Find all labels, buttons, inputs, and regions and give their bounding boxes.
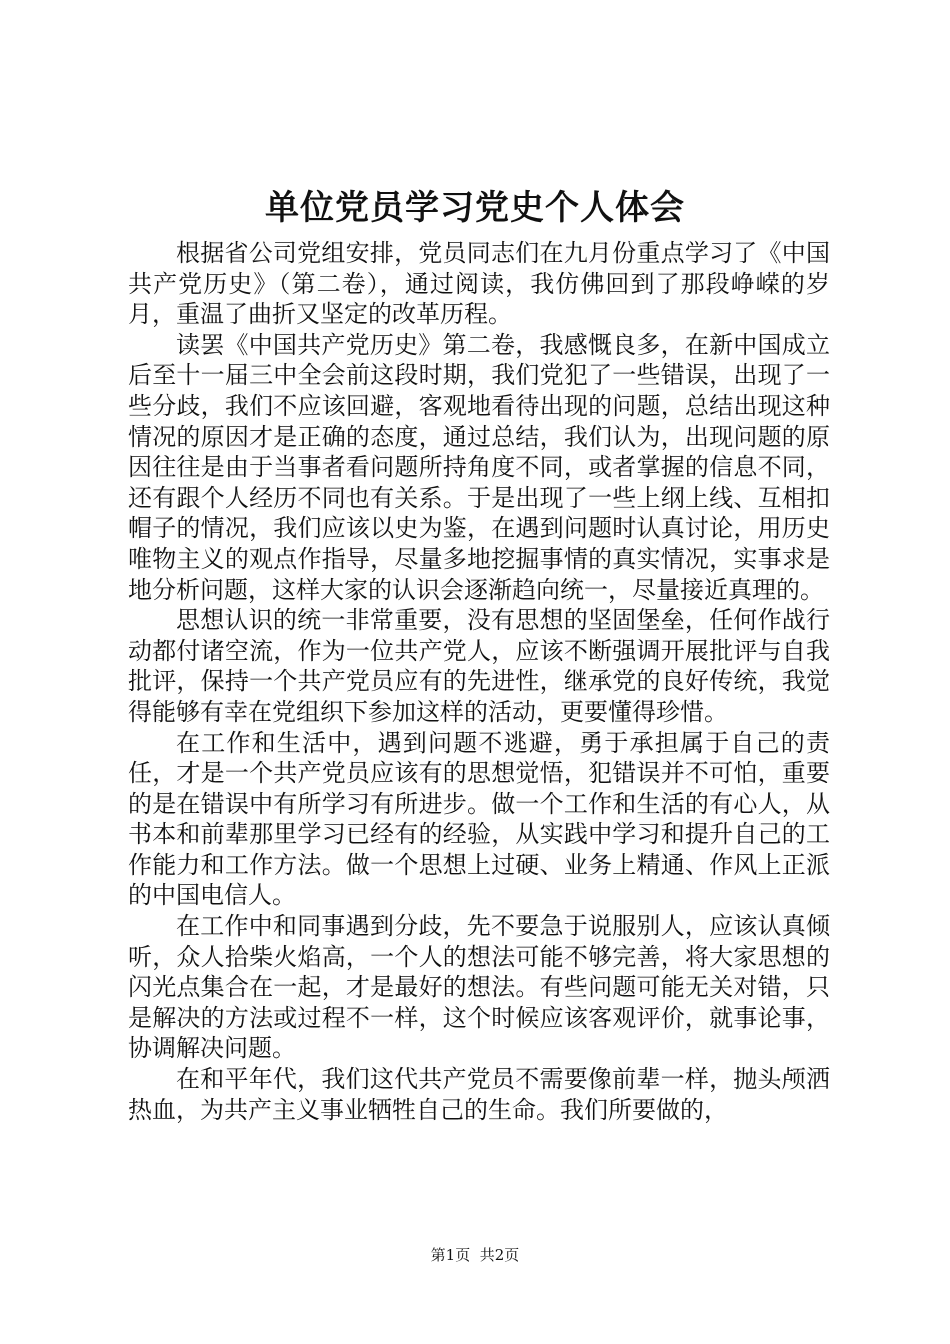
paragraph: 根据省公司党组安排，党员同志们在九月份重点学习了《中国共产党历史》（第二卷），通过阅读，我仿佛回到了那段峥嵘的岁月，重温了曲折又坚定的改革历程。 (128, 239, 830, 329)
paragraph: 读罢《中国共产党历史》第二卷，我感慨良多，在新中国成立后至十一届三中全会前这段时期，我们党犯了一些错误，出现了一些分歧，我们不应该回避，客观地看待出现的问题，总结出现这种情况的原因才是正确的态度，通过总结，我们认为，出现问题的原因往往是由于当事者看问题所持角度不同，或者掌握的信息不同，还有跟个人经历不同也有关系。于是出现了一些上纲上线、互相扣帽子的情况，我们应该以史为鉴，在遇到问题时认真讨论，用历史唯物主义的观点作指导，尽量多地挖掘事情的真实情况，实事求是地分析问题，这样大家的认识会逐渐趋向统一，尽量接近真理的。 (128, 330, 830, 604)
footer-spacer (470, 1246, 480, 1264)
page-number-total: 共2页 (479, 1246, 520, 1264)
paragraph: 在工作中和同事遇到分歧，先不要急于说服别人，应该认真倾听，众人拾柴火焰高，一个人的想法可能不够完善，将大家思想的闪光点集合在一起，才是最好的想法。有些问题可能无关对错，只是解决的方法或过程不一样，这个时候应该客观评价，就事论事，协调解决问题。 (128, 912, 830, 1063)
paragraph: 在和平年代，我们这代共产党员不需要像前辈一样，抛头颅洒热血，为共产主义事业牺牲自己的生命。我们所要做的， (128, 1065, 830, 1124)
paragraph: 思想认识的统一非常重要，没有思想的坚固堡垒，任何作战行动都付诸空流，作为一位共产党人，应该不断强调开展批评与自我批评，保持一个共产党员应有的先进性，继承党的良好传统，我觉得能够有幸在党组织下参加这样的活动，更要懂得珍惜。 (128, 606, 830, 726)
page-number-current: 第1页 (430, 1246, 471, 1264)
paragraph: 在工作和生活中，遇到问题不逃避，勇于承担属于自己的责任，才是一个共产党员应该有的思想觉悟，犯错误并不可怕，重要的是在错误中有所学习有所进步。做一个工作和生活的有心人，从书本和前辈那里学习已经有的经验，从实践中学习和提升自己的工作能力和工作方法。做一个思想上过硬、业务上精通、作风上正派的中国电信人。 (128, 728, 830, 910)
document-title: 单位党员学习党史个人体会 (265, 188, 685, 228)
page-footer (0, 1245, 950, 1265)
document-body (128, 238, 830, 1125)
